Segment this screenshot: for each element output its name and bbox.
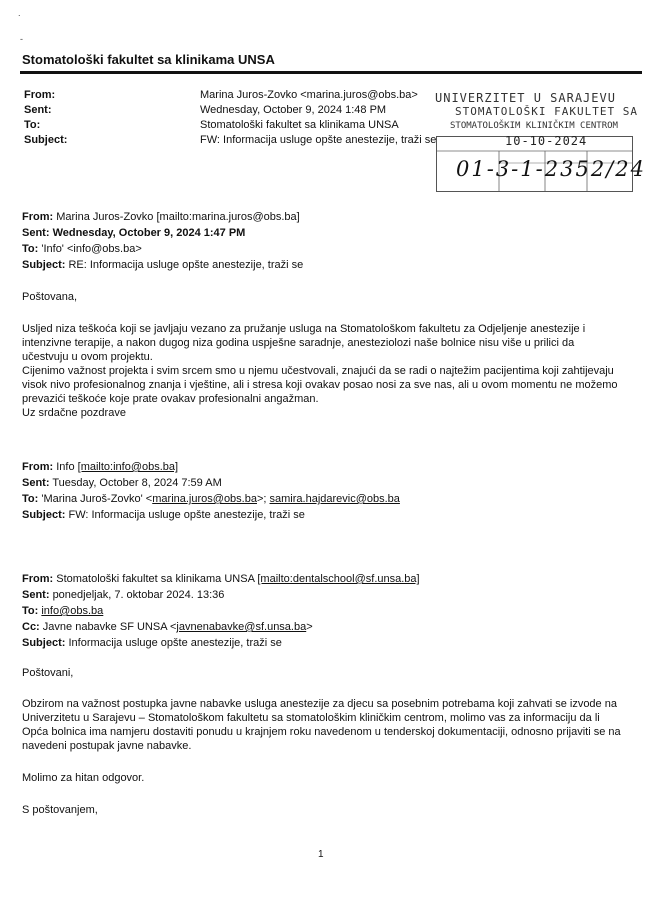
to-email-link[interactable]: marina.juros@obs.ba: [152, 493, 257, 505]
from-mailto-link[interactable]: [mailto:info@obs.ba]: [77, 461, 179, 473]
to-name: 'Marina Juroš-Zovko' <: [41, 493, 153, 505]
from-name: Stomatološki fakultet sa klinikama UNSA: [56, 573, 258, 585]
header-sent-value: Wednesday, October 9, 2024 1:48 PM: [200, 104, 387, 116]
scan-speck: -: [20, 34, 23, 44]
email-1-from: [22, 210, 300, 224]
header-subject-label: Subject:: [24, 134, 68, 146]
stamp-line-3: STOMATOLOŠKIM KLINIČKIM CENTROM: [450, 121, 618, 131]
header-title: Stomatološki fakultet sa klinikama UNSA: [22, 52, 275, 67]
to-label: To:: [22, 605, 39, 617]
scan-speck: .: [18, 8, 21, 18]
from-mailto-link[interactable]: [mailto:dentalschool@sf.unsa.ba]: [257, 573, 420, 585]
subject-label: Subject:: [22, 509, 66, 521]
header-to-value: Stomatološki fakultet sa klinikama UNSA: [200, 119, 399, 131]
subject-value: Informacija usluge opšte anestezije, traži se: [68, 637, 282, 649]
email-1-body-paragraph-2: Cijenimo važnost projekta i svim srcem smo u njemu učestvovali, znajući da se radi o najtežim pacijentima koji zahtijevaju visok nivo profesionalnog znanja i vještine, ali i stresa koji ovakav posao nosi za sve nas, ali u ovom momentu ne možemo prevazići teškoće koje prate ovakav profesionalni angažman.: [22, 365, 618, 405]
from-value: Marina Juros-Zovko [mailto:marina.juros@obs.ba]: [56, 211, 300, 223]
email-1-subject: [22, 258, 303, 272]
to-email-link[interactable]: info@obs.ba: [41, 605, 104, 617]
sent-label: Sent:: [22, 477, 50, 489]
email-3-body: Obzirom na važnost postupka javne nabavke usluga anestezije za djecu sa posebnim potrebama koji zahvati se izvode na Univerzitetu u Sarajevu – Stomatološkom fakultetu sa stomatološkim kliničkim centrom, molimo vas za informaciju da li Opća bolnica ima namjeru dostaviti ponudu u krajnjem roku navedenom u tenderskoj dokumentaciji, odnosno prijaviti se na navedeni postupak javne nabavke.: [22, 698, 621, 752]
sent-label: Sent:: [22, 227, 50, 239]
sent-label: Sent:: [22, 589, 50, 601]
stamp-received-date: 10-10-2024: [505, 134, 588, 148]
header-to-label: To:: [24, 119, 41, 131]
stamp-registry-number: 01-3-1-2352/24: [456, 157, 646, 181]
email-1-greeting: Poštovana,: [22, 291, 78, 303]
email-3-sent: [22, 588, 224, 602]
sent-value: ponedjeljak, 7. oktobar 2024. 13:36: [52, 589, 225, 601]
email-3-to: [22, 604, 103, 618]
from-label: From:: [22, 573, 54, 585]
subject-value: RE: Informacija usluge opšte anestezije, traži se: [68, 259, 304, 271]
email-3-closing: S poštovanjem,: [22, 804, 98, 816]
email-3-cc: [22, 620, 313, 634]
subject-value: FW: Informacija usluge opšte anestezije, traži se: [68, 509, 305, 521]
header-from-label: From:: [24, 89, 56, 101]
email-1-closing: Uz srdačne pozdrave: [22, 407, 126, 419]
email-1-body: [22, 322, 622, 420]
header-divider: [20, 71, 642, 74]
email-3-subject: [22, 636, 282, 650]
email-2-from: [22, 460, 178, 474]
email-3-request: Molimo za hitan odgovor.: [22, 772, 145, 784]
email-2-to: [22, 492, 400, 506]
page-number: 1: [318, 849, 324, 860]
sent-value: Wednesday, October 9, 2024 1:47 PM: [52, 227, 246, 239]
to-separator: >;: [256, 493, 270, 505]
to-email-link-2[interactable]: samira.hajdarevic@obs.ba: [269, 493, 400, 505]
header-subject-value: FW: Informacija usluge opšte anestezije, traži se: [200, 134, 437, 146]
from-label: From:: [22, 461, 54, 473]
subject-label: Subject:: [22, 259, 66, 271]
cc-label: Cc:: [22, 621, 40, 633]
stamp-line-1: UNIVERZITET U SARAJEVU: [435, 91, 616, 105]
to-label: To:: [22, 493, 39, 505]
email-1-to: [22, 242, 142, 256]
email-3-from: [22, 572, 420, 586]
from-name: Info: [56, 461, 78, 473]
email-2-subject: [22, 508, 305, 522]
header-from-value: Marina Juros-Zovko <marina.juros@obs.ba>: [200, 89, 418, 101]
to-label: To:: [22, 243, 39, 255]
email-3-greeting: Poštovani,: [22, 667, 74, 679]
cc-name: Javne nabavke SF UNSA <: [42, 621, 177, 633]
cc-email-link[interactable]: javnenabavke@sf.unsa.ba: [176, 621, 307, 633]
sent-value: Tuesday, October 8, 2024 7:59 AM: [52, 477, 222, 489]
cc-end: >: [306, 621, 313, 633]
header-sent-label: Sent:: [24, 104, 52, 116]
subject-label: Subject:: [22, 637, 66, 649]
registry-stamp: [435, 91, 638, 133]
email-1-body-paragraph-1: Usljed niza teškoća koji se javljaju vezano za pružanje usluga na Stomatološkom fakultetu za Odjeljenje anestezije i intenzivne terapije, a nakon dugog niza godina uspješne saradnje, anesteziolozi naše bolnice nisu više u prilici da učestvuju u ovom projektu.: [22, 323, 586, 363]
stamp-line-2: STOMATOLOŠKI FAKULTET SA: [455, 105, 638, 118]
from-label: From:: [22, 211, 54, 223]
email-1-sent: [22, 226, 245, 240]
to-value: 'Info' <info@obs.ba>: [41, 243, 142, 255]
email-2-sent: [22, 476, 222, 490]
